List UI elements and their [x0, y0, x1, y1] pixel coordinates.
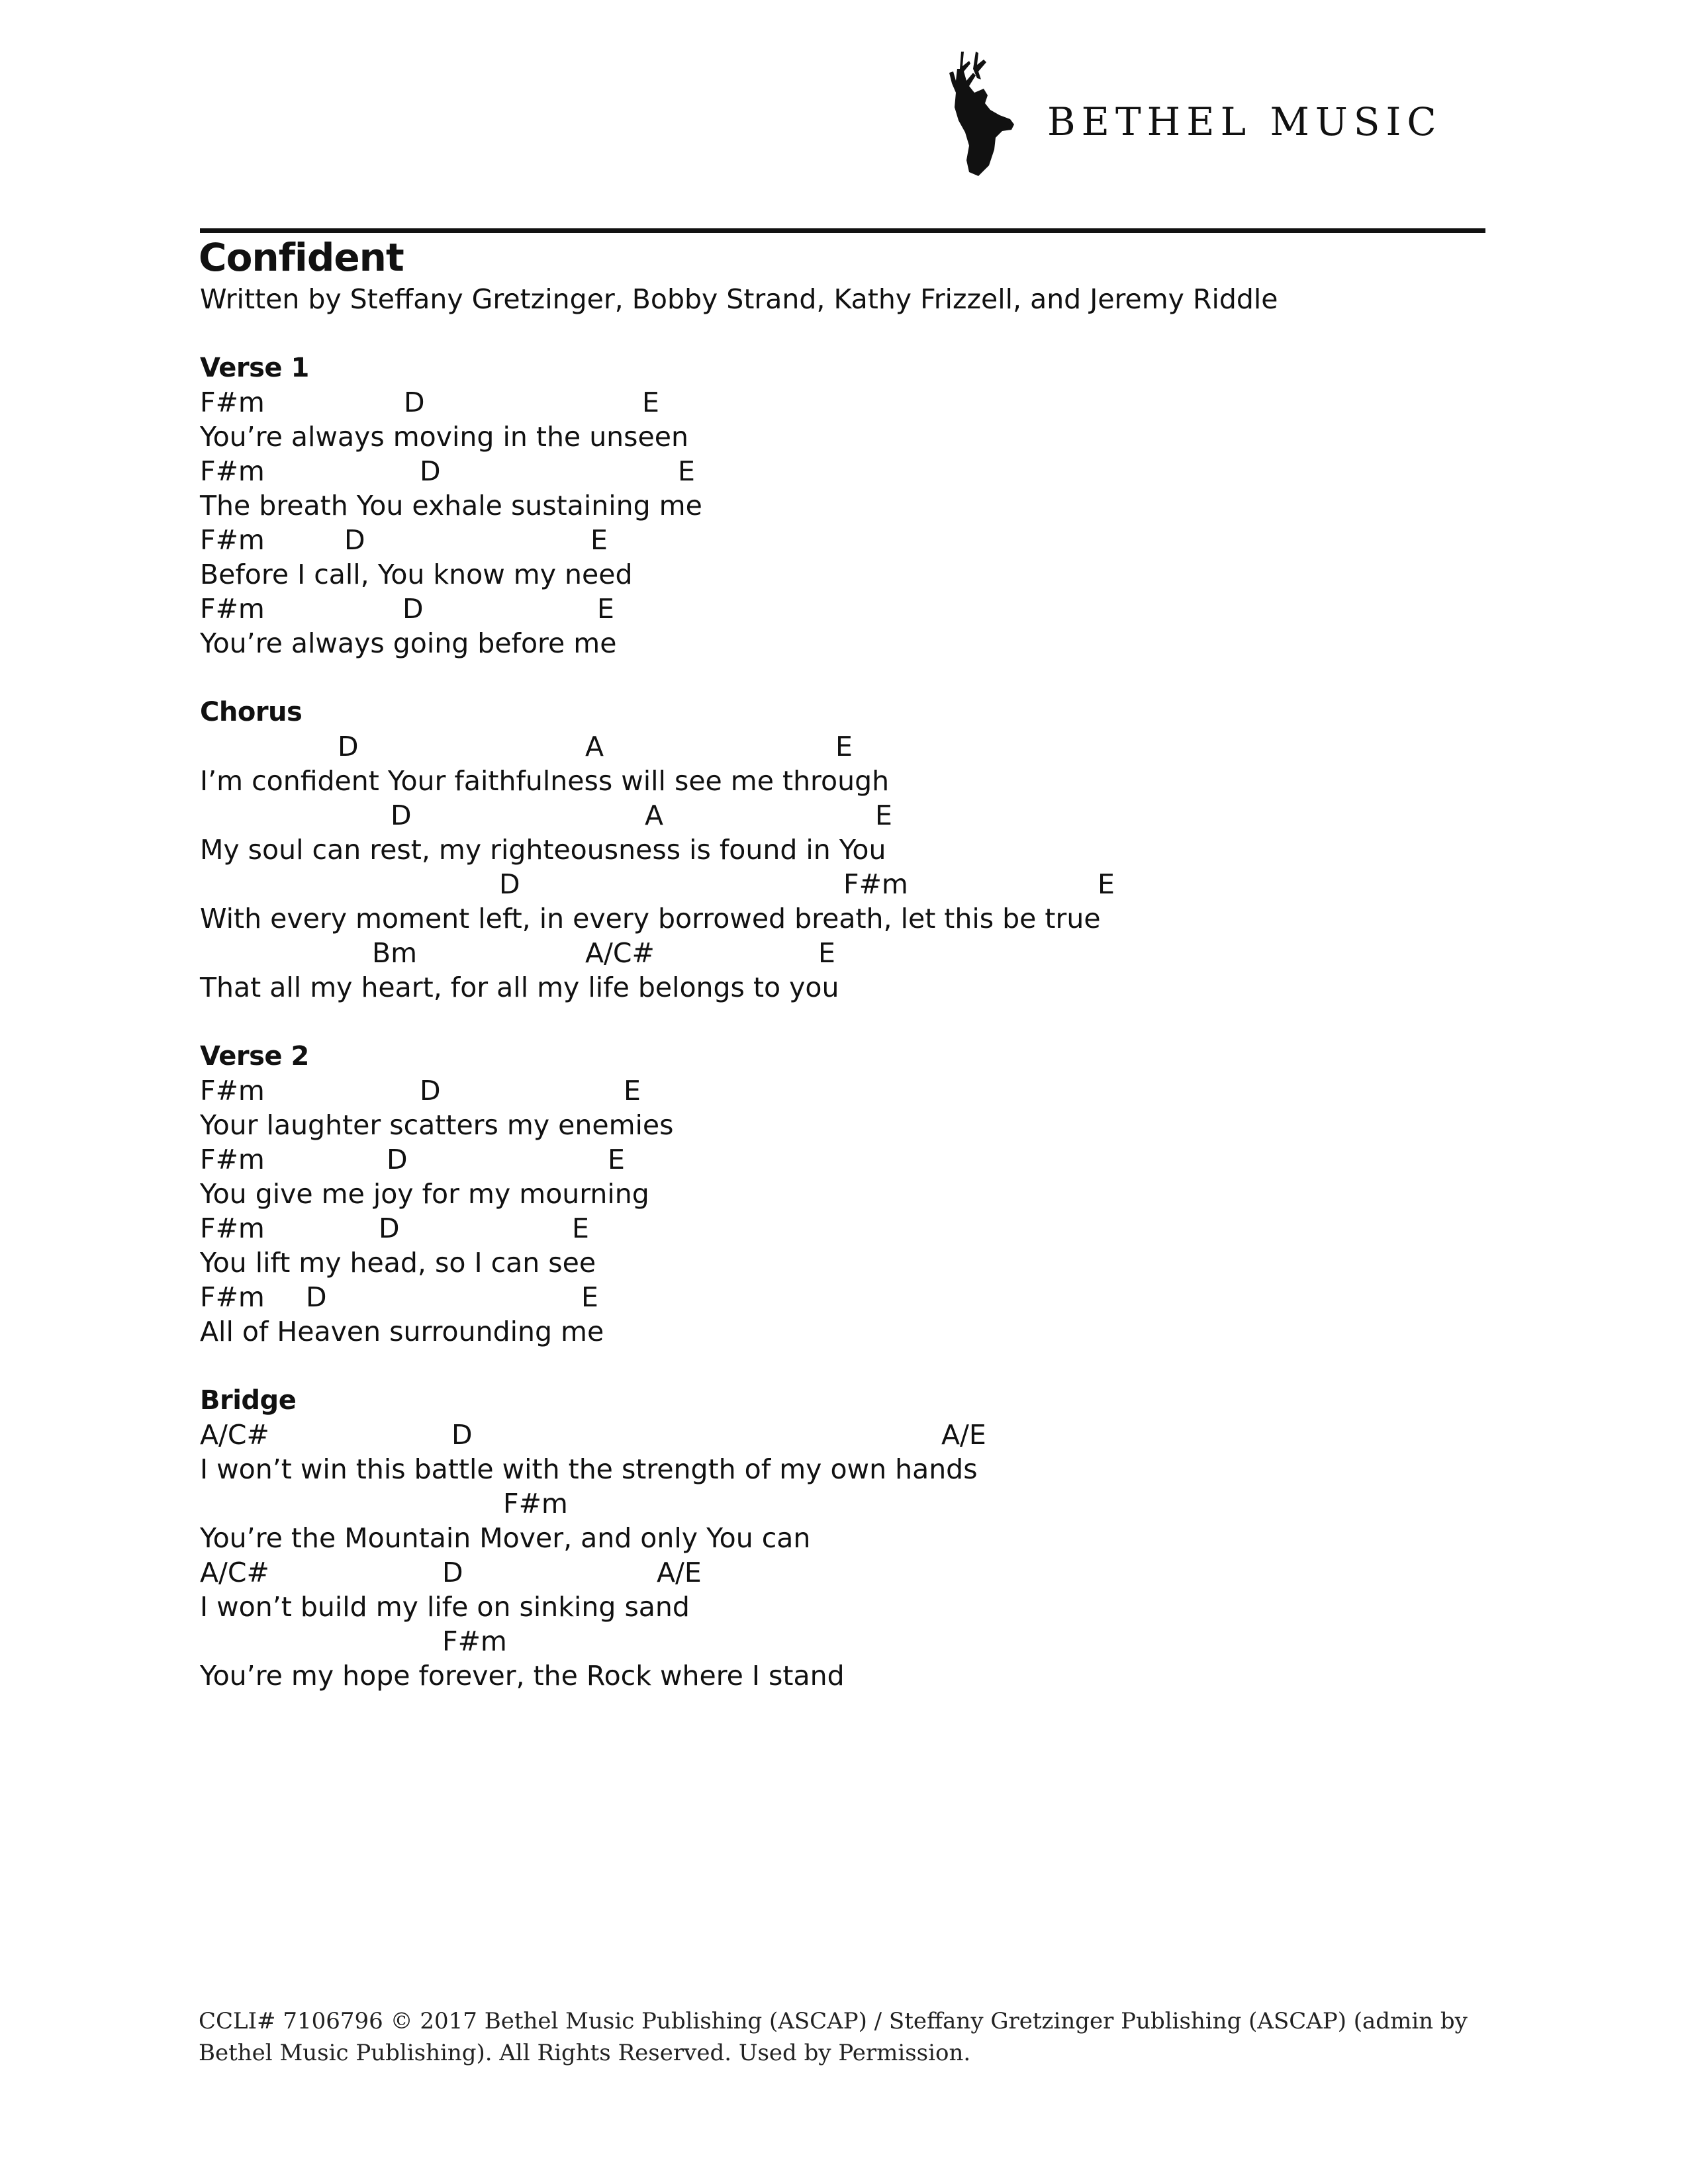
chord: F#m [200, 1144, 265, 1175]
chord-line [200, 385, 1484, 420]
chord: D [451, 1419, 473, 1451]
page-header [0, 0, 1688, 225]
chord: D [344, 524, 365, 556]
section-heading: Bridge [200, 1385, 297, 1416]
copyright-footer: CCLI# 7106796 © 2017 Bethel Music Publishing (ASCAP) / Steffany Gretzinger Publishing (ASCAP) (admin by Bethel Music Publishing). All Rights Reserved. Used by Permission. [199, 2008, 1468, 2066]
section-heading: Chorus [200, 697, 303, 727]
lyric-line: I won’t win this battle with the strength of my own hands [200, 1453, 978, 1485]
section-verse-2 [200, 1039, 1484, 1349]
lyric-line: Before I call, You know my need [200, 559, 633, 590]
chord: E [581, 1281, 598, 1313]
chord: A/C# [585, 937, 655, 969]
chord: F#m [503, 1488, 568, 1520]
chord: F#m [843, 868, 908, 900]
lyric-line: I’m confident Your faithfulness will see me through [200, 765, 890, 797]
chord: E [608, 1144, 625, 1175]
chord-line [200, 1624, 1484, 1659]
lyric-line: You lift my head, so I can see [200, 1247, 596, 1279]
chord: D [306, 1281, 327, 1313]
chord-line [200, 1142, 1484, 1177]
chord: E [590, 524, 608, 556]
chord-line [200, 523, 1484, 557]
lyric-line: My soul can rest, my righteousness is found in You [200, 834, 886, 866]
chord: D [387, 1144, 408, 1175]
deer-head-icon [947, 46, 1033, 179]
chord: A/E [657, 1557, 702, 1588]
lyric-line: You’re always going before me [200, 627, 617, 659]
chord: E [1098, 868, 1115, 900]
chord: F#m [200, 593, 265, 625]
chord-line [200, 936, 1484, 970]
chord: D [402, 593, 424, 625]
chord-line [200, 1555, 1484, 1590]
chord: F#m [200, 1212, 265, 1244]
chord: E [624, 1075, 641, 1107]
chord: E [678, 455, 695, 487]
lyric-line: You give me joy for my mourning [200, 1178, 649, 1210]
chord: E [572, 1212, 589, 1244]
chord: E [835, 731, 853, 762]
title-divider [200, 228, 1485, 233]
chord: A/C# [200, 1419, 269, 1451]
lyric-line: You’re the Mountain Mover, and only You can [200, 1522, 811, 1554]
chord-line [200, 1073, 1484, 1108]
lyric-line: All of Heaven surrounding me [200, 1316, 604, 1347]
chord: A/C# [200, 1557, 269, 1588]
chord: D [420, 455, 441, 487]
chord-line [200, 867, 1484, 901]
lyric-line: Your laughter scatters my enemies [200, 1109, 674, 1141]
chord-line [200, 729, 1484, 764]
chord-line [200, 1486, 1484, 1521]
chord-line [200, 798, 1484, 833]
lyric-line: That all my heart, for all my life belongs to you [200, 972, 839, 1003]
chord: F#m [200, 524, 265, 556]
lyric-line: I won’t build my life on sinking sand [200, 1591, 690, 1623]
section-heading: Verse 1 [200, 353, 309, 383]
section-heading: Verse 2 [200, 1041, 309, 1071]
section-bridge [200, 1383, 1484, 1693]
lyric-line: You’re always moving in the unseen [200, 421, 688, 453]
chord: E [642, 387, 659, 418]
chord: D [338, 731, 359, 762]
chord-line [200, 454, 1484, 488]
chord: F#m [200, 1075, 265, 1107]
chord: D [499, 868, 520, 900]
song-writers: Written by Steffany Gretzinger, Bobby Strand, Kathy Frizzell, and Jeremy Riddle [200, 283, 1278, 315]
chord: F#m [200, 455, 265, 487]
chord: D [391, 799, 412, 831]
lyric-line: You’re my hope forever, the Rock where I stand [200, 1660, 845, 1692]
chord: E [597, 593, 614, 625]
song-title: Confident [199, 235, 404, 280]
lyric-line: The breath You exhale sustaining me [200, 490, 702, 522]
chord: E [818, 937, 835, 969]
chord: D [404, 387, 425, 418]
chord-line [200, 1280, 1484, 1314]
chord: A [585, 731, 604, 762]
chord: D [420, 1075, 441, 1107]
brand-name: BETHEL MUSIC [1047, 99, 1442, 144]
chord: A [645, 799, 664, 831]
lyric-line: With every moment left, in every borrowed breath, let this be true [200, 903, 1101, 934]
chord-sheet [200, 351, 1484, 1727]
section-chorus [200, 695, 1484, 1005]
section-verse-1 [200, 351, 1484, 660]
chord: D [442, 1557, 463, 1588]
chord: F#m [442, 1625, 507, 1657]
chord-line [200, 592, 1484, 626]
chord: D [379, 1212, 400, 1244]
chord-line [200, 1418, 1484, 1452]
chord-line [200, 1211, 1484, 1246]
chord: Bm [372, 937, 418, 969]
chord: A/E [941, 1419, 986, 1451]
chord: F#m [200, 1281, 265, 1313]
chord: E [875, 799, 892, 831]
chord: F#m [200, 387, 265, 418]
